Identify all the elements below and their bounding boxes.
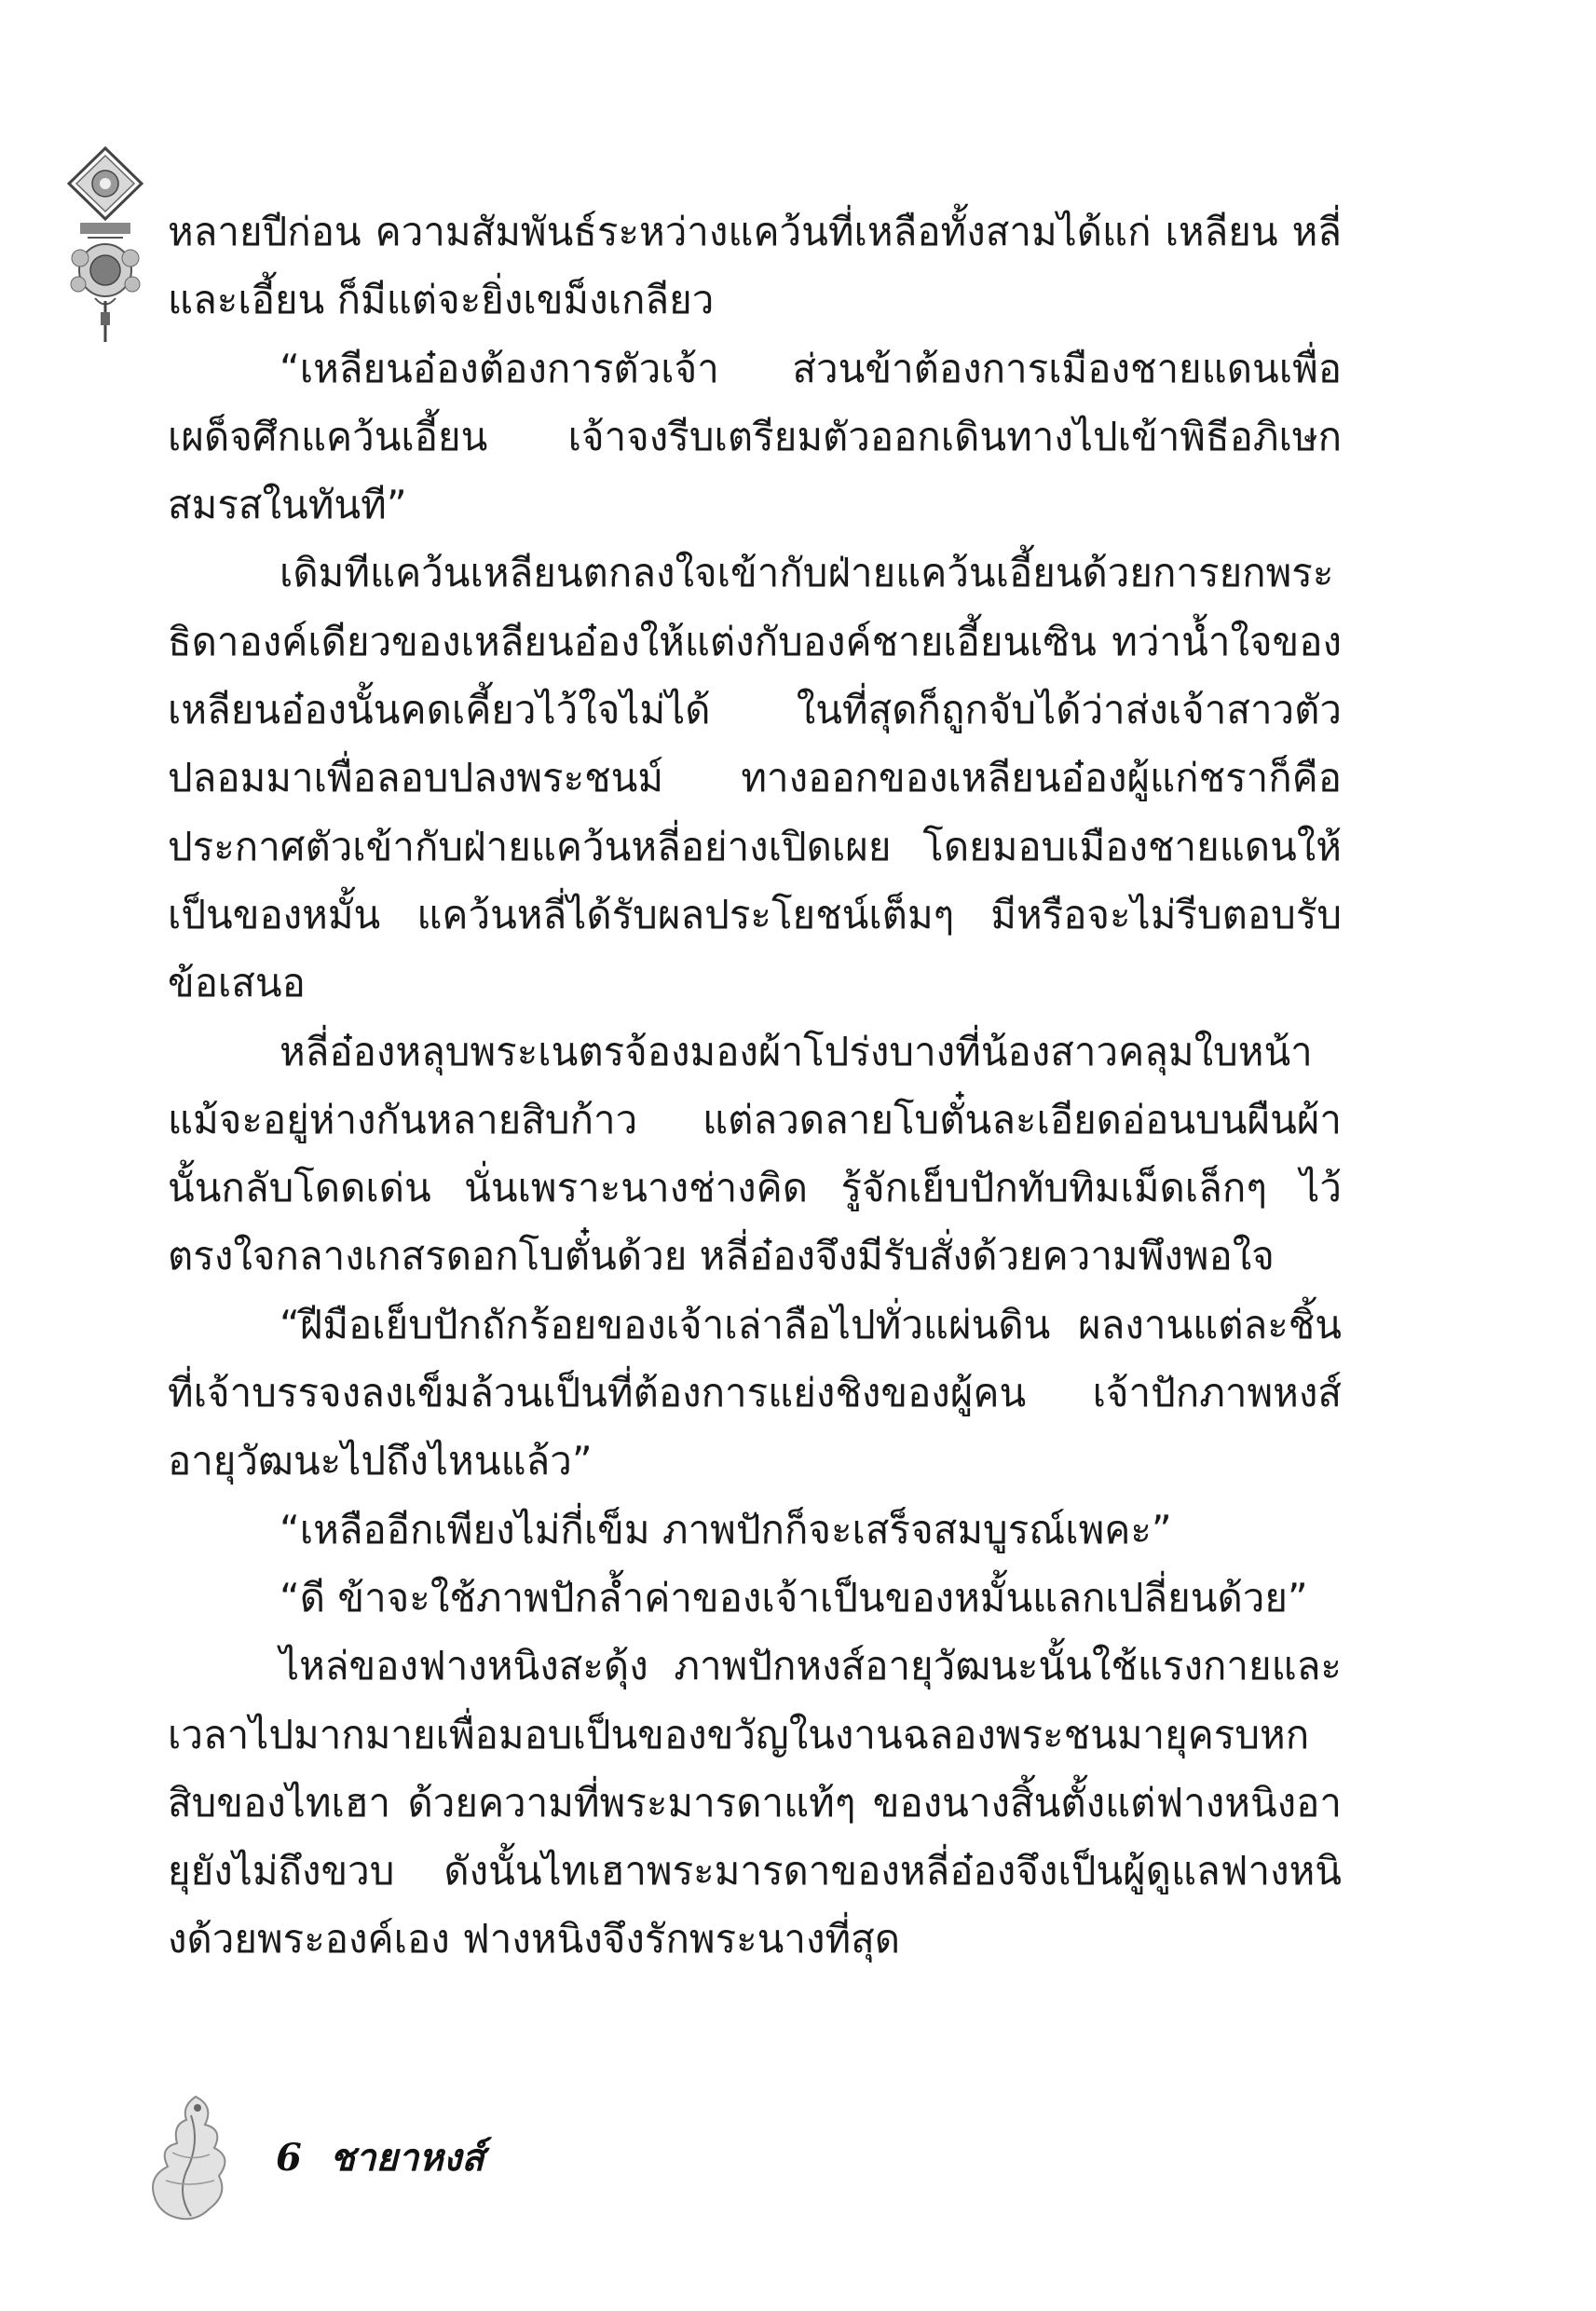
book-title: ชายาหงส์: [329, 2136, 484, 2180]
paragraph-2: “เหลียนอ๋องต้องการตัวเจ้า ส่วนข้าต้องการเมืองชายแดนเพื่อเผด็จศึกแคว้นเอี้ยน เจ้าจงรีบเตรียมตัวออกเดินทางไปเข้าพิธีอภิเษกสมรสในทันที”: [168, 345, 1342, 528]
paragraph-3: เดิมทีแคว้นเหลียนตกลงใจเข้ากับฝ่ายแคว้นเอี้ยนด้วยการยกพระธิดาองค์เดียวของเหลียนอ๋องให้แต่งกับองค์ชายเอี้ยนเซิน ทว่าน้ำใจของเหลียนอ๋องนั้นคดเคี้ยวไว้ใจไม่ได้ ในที่สุดก็ถูกจับได้ว่าส่งเจ้าสาวตัวปลอมมาเพื่อลอบปลงพระชนม์ ทางออกของเหลียนอ๋องผู้แก่ชราก็คือประกาศตัวเข้ากับฝ่ายแคว้นหลี่อย่างเปิดเผย โดยมอบเมืองชายแดนให้เป็นของหมั้น แคว้นหลี่ได้รับผลประโยชน์เต็มๆ มีหรือจะไม่รีบตอบรับข้อเสนอ: [168, 550, 1342, 1006]
body-text: [168, 198, 1342, 1974]
phoenix-ornament-icon: [140, 2087, 242, 2227]
paragraph-1: หลายปีก่อน ความสัมพันธ์ระหว่างแคว้นที่เหลือทั้งสามได้แก่ เหลียน หลี่ และเอี้ยน ก็มีแต่จะยิ่งเขม็งเกลียว: [168, 209, 1342, 323]
page-footer: [276, 2127, 484, 2187]
paragraph-4: หลี่อ๋องหลุบพระเนตรจ้องมองผ้าโปร่งบางที่น้องสาวคลุมใบหน้าแม้จะอยู่ห่างกันหลายสิบก้าว แต่ลวดลายโบตั๋นละเอียดอ่อนบนผืนผ้านั้นกลับโดดเด่น นั่นเพราะนางช่างคิด รู้จักเย็บปักทับทิมเม็ดเล็กๆ ไว้ตรงใจกลางเกสรดอกโบตั๋นด้วย หลี่อ๋องจึงมีรับสั่งด้วยความพึงพอใจ: [168, 1028, 1342, 1279]
decorative-emblem-icon: [60, 144, 151, 345]
paragraph-7: “ดี ข้าจะใช้ภาพปักล้ำค่าของเจ้าเป็นของหมั้นแลกเปลี่ยนด้วย”: [280, 1574, 1308, 1620]
paragraph-5: “ฝีมือเย็บปักถักร้อยของเจ้าเล่าลือไปทั่วแผ่นดิน ผลงานแต่ละชิ้นที่เจ้าบรรจงลงเข็มล้วนเป็นที่ต้องการแย่งชิงของผู้คน เจ้าปักภาพหงส์อายุวัฒนะไปถึงไหนแล้ว”: [168, 1301, 1342, 1484]
paragraph-8: ไหล่ของฟางหนิงสะดุ้ง ภาพปักหงส์อายุวัฒนะนั้นใช้แรงกายและเวลาไปมากมายเพื่อมอบเป็นของขวัญในงานฉลองพระชนมายุครบหกสิบของไทเฮา ด้วยความที่พระมารดาแท้ๆ ของนางสิ้นตั้งแต่ฟางหนิงอายุยังไม่ถึงขวบ ดังนั้นไทเฮาพระมารดาของหลี่อ๋องจึงเป็นผู้ดูแลฟางหนิงด้วยพระองค์เอง ฟางหนิงจึงรักพระนางที่สุด: [168, 1643, 1342, 1962]
page-number: 6: [276, 2136, 302, 2180]
paragraph-6: “เหลืออีกเพียงไม่กี่เข็ม ภาพปักก็จะเสร็จสมบูรณ์เพคะ”: [280, 1506, 1172, 1552]
